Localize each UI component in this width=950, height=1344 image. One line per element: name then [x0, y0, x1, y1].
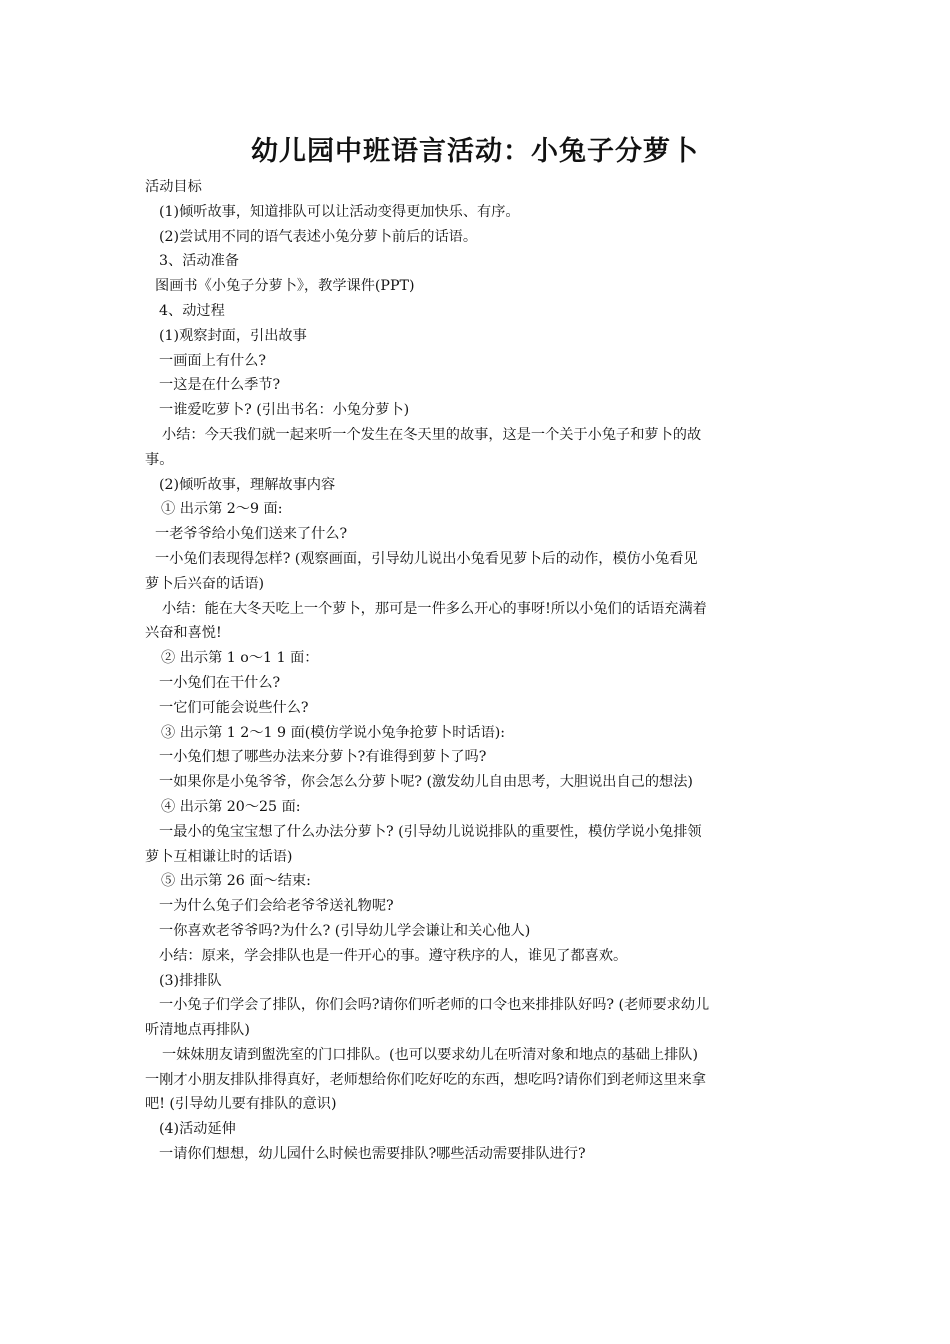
paragraph-line: ④ 出示第 20～25 面:: [161, 798, 301, 815]
paragraph-line: 萝卜后兴奋的话语): [145, 575, 265, 592]
paragraph-line: 一小兔子们学会了排队，你们会吗?请你们听老师的口令也来排排队好吗? (老师要求幼儿: [159, 997, 710, 1014]
paragraph-line: 小结：今天我们就一起来听一个发生在冬天里的故事，这是一个关于小兔子和萝卜的故: [162, 426, 702, 443]
paragraph-line: (1)倾听故事，知道排队可以让活动变得更加快乐、有序。: [159, 203, 520, 220]
paragraph-line: 一你喜欢老爷爷吗?为什么? (引导幼儿学会谦让和关心他人): [159, 922, 531, 939]
paragraph-line: 小结：能在大冬天吃上一个萝卜，那可是一件多么开心的事呀!所以小兔们的话语充满着: [162, 600, 707, 617]
paragraph-line: ② 出示第 1 o～1 1 面：: [161, 650, 319, 667]
paragraph-line: (4)活动延伸: [159, 1121, 236, 1138]
paragraph-line: 一最小的兔宝宝想了什么办法分萝卜? (引导幼儿说说排队的重要性，模仿学说小兔排领: [159, 823, 702, 840]
paragraph-line: 一如果你是小兔爷爷，你会怎么分萝卜呢? (激发幼儿自由思考，大胆说出自己的想法): [159, 774, 693, 791]
paragraph-line: 事。: [145, 451, 174, 468]
paragraph-line: 萝卜互相谦让时的话语): [145, 848, 293, 865]
paragraph-line: 4、动过程: [159, 302, 225, 319]
paragraph-line: 一请你们想想，幼儿园什么时候也需要排队?哪些活动需要排队进行?: [159, 1146, 586, 1163]
paragraph-line: 听清地点再排队): [145, 1022, 250, 1039]
paragraph-line: 一为什么兔子们会给老爷爷送礼物呢?: [159, 898, 394, 915]
paragraph-line: (2)倾听故事，理解故事内容: [159, 476, 336, 493]
paragraph-line: 一妹妹朋友请到盥洗室的门口排队。(也可以要求幼儿在听清对象和地点的基础上排队): [162, 1046, 699, 1063]
paragraph-line: 一刚才小朋友排队排得真好，老师想给你们吃好吃的东西，想吃吗?请你们到老师这里来拿: [145, 1071, 706, 1088]
paragraph-line: 小结：原来，学会排队也是一件开心的事。遵守秩序的人，谁见了都喜欢。: [159, 947, 628, 964]
paragraph-line: 一老爷爷给小兔们送来了什么?: [155, 526, 348, 543]
paragraph-line: (3)排排队: [159, 972, 222, 989]
paragraph-line: 一小兔们表现得怎样? (观察画面，引导幼儿说出小兔看见萝卜后的动作，模仿小兔看见: [155, 550, 698, 567]
document-title: 幼儿园中班语言活动：小兔子分萝卜: [251, 136, 699, 167]
paragraph-line: (2)尝试用不同的语气表述小兔分萝卜前后的话语。: [159, 228, 478, 245]
paragraph-line: 一小兔们在干什么?: [159, 674, 281, 691]
document-body: [145, 175, 810, 1167]
paragraph-line: 吧! (引导幼儿要有排队的意识): [145, 1096, 337, 1113]
paragraph-line: ③ 出示第 1 2～1 9 面(模仿学说小兔争抢萝卜时话语):: [161, 724, 506, 741]
paragraph-line: ⑤ 出示第 26 面～结束:: [161, 873, 311, 890]
paragraph-line: 一谁爱吃萝卜? (引出书名：小兔分萝卜): [159, 402, 410, 419]
paragraph-line: 一这是在什么季节?: [159, 377, 281, 394]
paragraph-line: 图画书《小兔子分萝卜》，教学课件(PPT): [155, 278, 415, 295]
paragraph-line: ① 出示第 2～9 面:: [161, 501, 283, 518]
paragraph-line: 一它们可能会说些什么?: [159, 699, 309, 716]
paragraph-line: 兴奋和喜悦!: [145, 625, 222, 642]
paragraph-line: 3、活动准备: [159, 253, 239, 270]
paragraph-line: 活动目标: [145, 179, 202, 195]
paragraph-line: (1)观察封面，引出故事: [159, 327, 307, 344]
paragraph-line: 一画面上有什么?: [159, 352, 266, 369]
paragraph-line: 一小兔们想了哪些办法来分萝卜?有谁得到萝卜了吗?: [159, 749, 487, 766]
